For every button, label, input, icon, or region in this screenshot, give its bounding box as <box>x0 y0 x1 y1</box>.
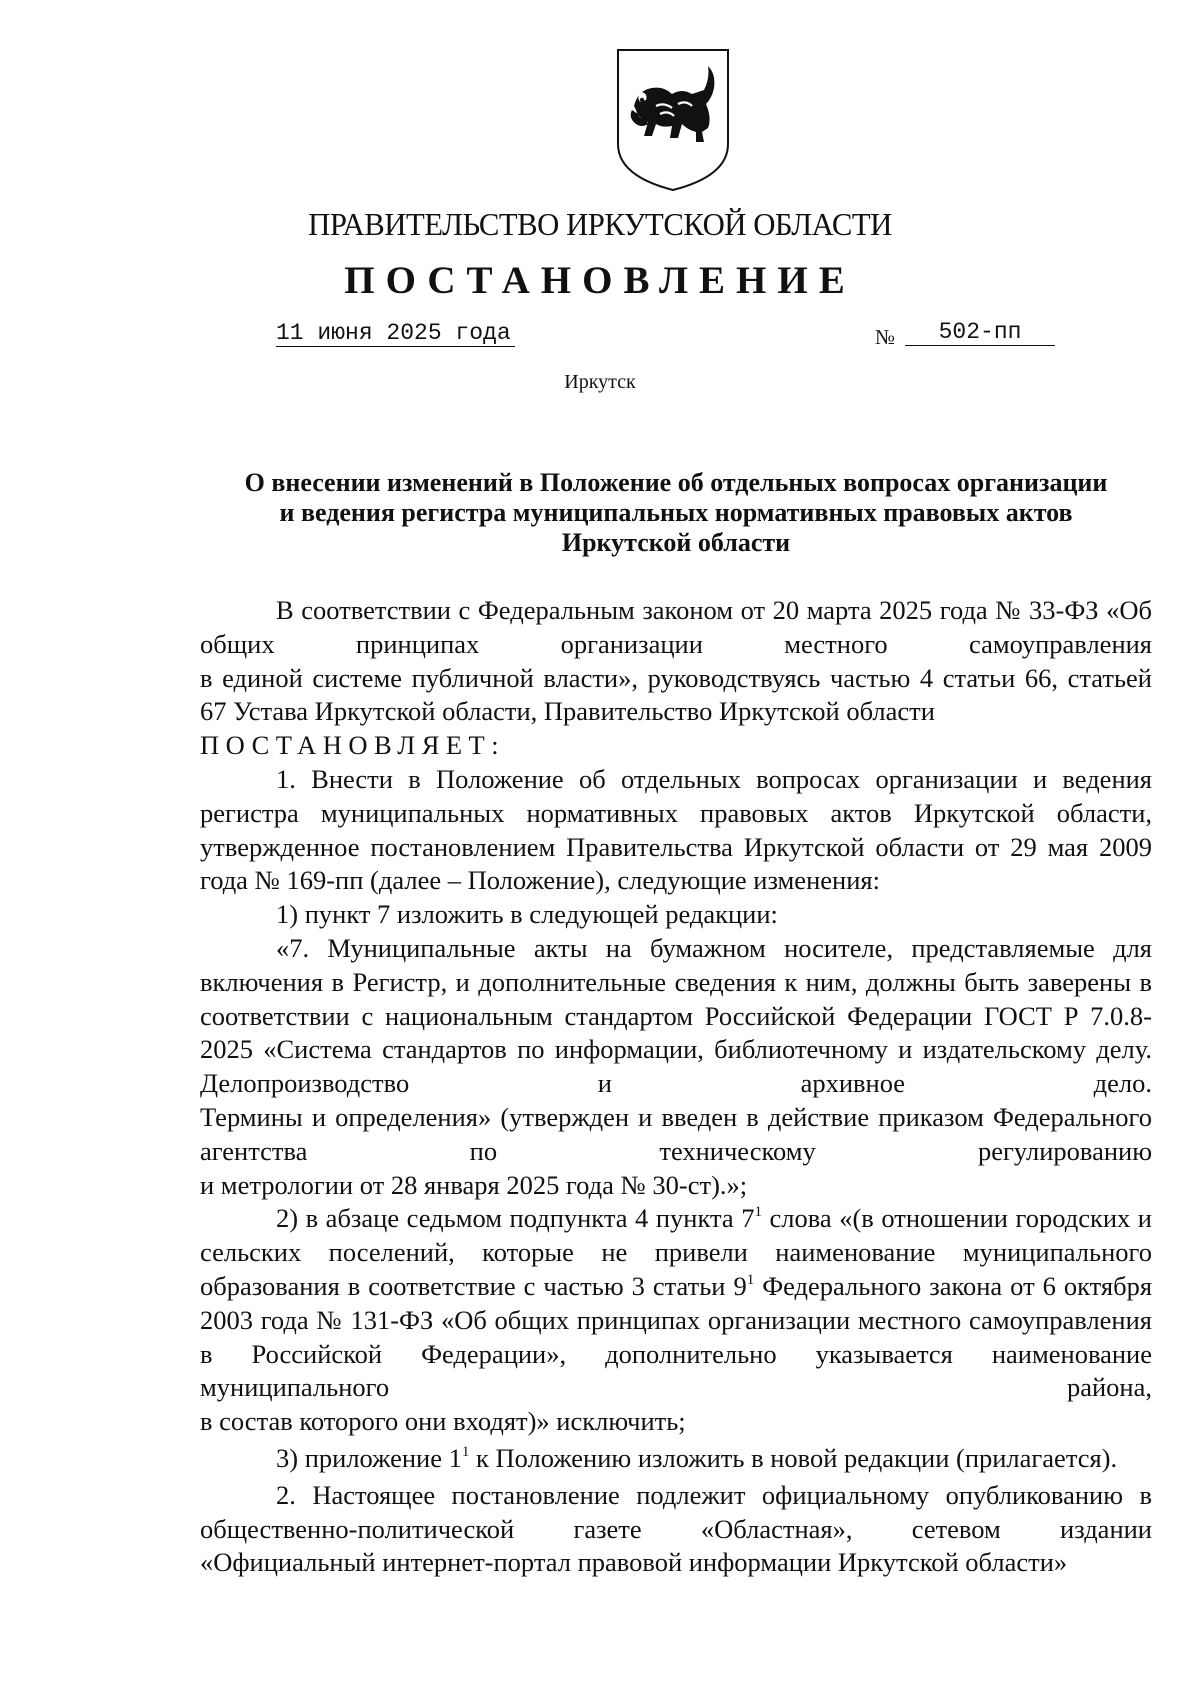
number-value: 502-пп <box>905 319 1055 346</box>
paragraph-quote-7a: «7. Муниципальные акты на бумажном носителе, представляемые для включения в Регистр, и дополнительные сведения к ним, должны быть заверены в соответствии с национальным стандартом Российской Федерации ГОСТ Р 7.0.8-2025 «Система стандартов по информации, библиотечному и издательскому делу. Делопроизводство и архивное дело. <box>200 932 1152 1099</box>
superscript: 1 <box>746 1271 755 1288</box>
paragraph-subitem-2-end: в состав которого они входят)» исключить; <box>200 1406 686 1437</box>
paragraph-preamble-1: В соответствии с Федеральным законом от 20 марта 2025 года № 33-ФЗ «Об общих принципах организации местного самоуправления <box>200 595 1152 659</box>
superscript: 1 <box>754 1204 762 1221</box>
title-line: и ведения регистра муниципальных нормативных правовых актов <box>279 498 1073 527</box>
subitem-3-text-b: к Положению изложить в новой редакции (прилагается). <box>469 1442 1118 1473</box>
subitem-2-text-b: слова «(в отношении городских и сельских поселений, которые не привели наименование муниципального образования в соответствие с частью 3 статьи 9 <box>200 1203 1152 1301</box>
document-body <box>200 594 1152 1580</box>
document-date <box>276 320 515 346</box>
paragraph-item-2-cont: «Официальный интернет-портал правовой информации Иркутской области» <box>200 1547 1068 1578</box>
government-name: ПРАВИТЕЛЬСТВО ИРКУТСКОЙ ОБЛАСТИ <box>308 206 892 242</box>
paragraph-subitem-3 <box>200 1442 1152 1476</box>
paragraph-quote-7b: Термины и определения» (утвержден и введен в действие приказом Федерального агентства по техническому регулированию <box>200 1101 1152 1166</box>
title-line: О внесении изменений в Положение об отдельных вопросах организации <box>244 468 1108 497</box>
paragraph-item-1: 1. Внести в Положение об отдельных вопросах организации и ведения регистра муниципальных нормативных правовых актов Иркутской области, утвержденное постановлением Правительства Иркутской области от 29 мая 2009 года № 169-пп (далее – Положение), следующие изменения: <box>200 763 1152 896</box>
paragraph-subitem-2 <box>200 1202 1152 1405</box>
babr-icon <box>612 44 734 194</box>
date-value: 11 июня 2025 года <box>276 320 515 347</box>
document-title <box>200 468 1152 558</box>
document-number <box>875 319 1055 352</box>
subitem-3-text-a: 3) приложение 1 <box>276 1442 462 1473</box>
title-line: Иркутской области <box>561 528 791 557</box>
paragraph-item-2: 2. Настоящее постановление подлежит официальному опубликованию в общественно-политической газете «Областная», сетевом издании <box>200 1479 1152 1544</box>
coat-of-arms-emblem <box>612 44 734 194</box>
paragraph-quote-7c: и метрологии от 28 января 2025 года № 30-ст).»; <box>200 1169 748 1200</box>
paragraph-subitem-1: 1) пункт 7 изложить в следующей редакции: <box>276 899 778 930</box>
number-sign: № <box>875 325 896 349</box>
subitem-2-text-a: 2) в абзаце седьмом подпункта 4 пункта 7 <box>276 1203 755 1234</box>
subitem-2-text-c: Федерального закона от 6 октября 2003 года № 131-ФЗ «Об общих принципах организации местного самоуправления в Российской Федерации», дополнительно указывается наименование муниципального района, <box>200 1270 1153 1403</box>
document-type: ПОСТАНОВЛЕНИЕ <box>344 259 856 302</box>
superscript: 1 <box>461 1443 470 1460</box>
city-name: Иркутск <box>564 371 636 393</box>
decrees-word: ПОСТАНОВЛЯЕТ: <box>200 730 506 761</box>
paragraph-preamble-2: в единой системе публичной власти», руководствуясь частью 4 статьи 66, статьей 67 Устава Иркутской области, Правительство Иркутской области <box>200 662 1152 727</box>
